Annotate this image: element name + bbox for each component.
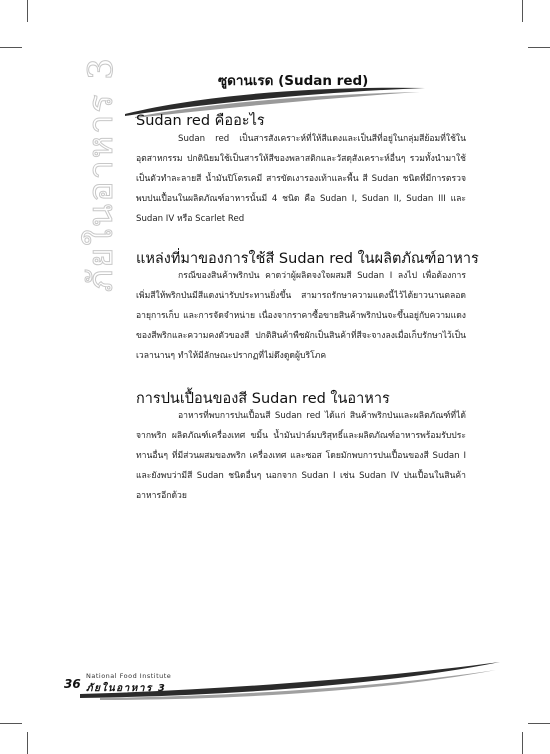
crop-mark (0, 47, 22, 48)
page-number: 36 (64, 677, 81, 691)
section-paragraph (136, 266, 466, 366)
paragraph-text: กรณีของสินค้าพริกป่น คาดว่าผู้ผลิตจงใจผสมสี Sudan I ลงไป เพื่อต้องการเพิ่มสีให้พริกป่นมีสีแดงน่ารับประทานยิ่งขึ้น สามารถรักษาความแดงนี้ไว้ได้ยาวนานตลอดอายุการเก็บ และการจัดจำหน่าย เนื่องจากราคาซื้อขายสินค้าพริกป่นจะขึ้นอยู่กับความแดงของสีพริกและความคงตัวของสี ปกติสินค้าพืชผักเป็นสินค้าที่สีจะจางลงเมื่อเก็บรักษาไว้เป็นเวลานานๆ ทำให้มีลักษณะปรากฏที่ไม่ดึงดูดผู้บริโภค (136, 271, 466, 361)
crop-mark (522, 0, 523, 22)
crop-mark (27, 0, 28, 22)
footer-org: National Food Institute (86, 672, 172, 680)
paragraph-text: อาหารที่พบการปนเปื้อนสี Sudan red ได้แก่ สินค้าพริกป่นและผลิตภัณฑ์ที่ได้จากพริก ผลิตภัณฑ์เครื่องเทศ ขมิ้น น้ำมันปาล์มบริสุทธิ์และผลิตภัณฑ์อาหารพร้อมรับประทานอื่นๆ ที่มีส่วนผสมของพริก เครื่องเทศ และซอส โดยมักพบการปนเปื้อนของสี Sudan I และยังพบว่ามีสี Sudan ชนิดอื่นๆ นอกจาก Sudan I เช่น Sudan IV ปนเปื้อนในสินค้าอาหารอีกด้วย (136, 411, 466, 501)
crop-mark (27, 732, 28, 754)
section-heading: Sudan red คืออะไร (136, 113, 265, 129)
page-title: ซูดานเรด (Sudan red) (218, 73, 369, 89)
crop-mark (0, 723, 22, 724)
section-heading: การปนเปื้อนของสี Sudan red ในอาหาร (136, 391, 390, 407)
footer-subtitle: ภัยในอาหาร 3 (86, 683, 167, 694)
section-heading: แหล่งที่มาของการใช้สี Sudan red ในผลิตภัณฑ์อาหาร (136, 251, 479, 267)
crop-mark (528, 723, 550, 724)
crop-mark (522, 732, 523, 754)
side-watermark (60, 56, 130, 292)
side-watermark-text: ภัยในอาหาร 3 (81, 56, 121, 292)
paragraph-text: Sudan red เป็นสารสังเคราะห์ที่ให้สีแดงและเป็นสีที่อยู่ในกลุ่มสีย้อมที่ใช้ในอุตสาหกรรม ปกตินิยมใช้เป็นสารให้สีของพลาสติกและวัสดุสังเคราะห์อื่นๆ รวมทั้งนำมาใช้เป็นตัวทำละลายสี น้ำมันปิโตรเคมี สารขัดเงารองเท้าและพื้น สี Sudan ชนิดที่มีการตรวจพบปนเปื้อนในผลิตภัณฑ์อาหารนั้นมี 4 ชนิด คือ Sudan I, Sudan II, Sudan III และ Sudan IV หรือ Scarlet Red (136, 134, 466, 224)
section-paragraph (136, 406, 466, 506)
crop-mark (528, 47, 550, 48)
section-paragraph (136, 129, 466, 229)
